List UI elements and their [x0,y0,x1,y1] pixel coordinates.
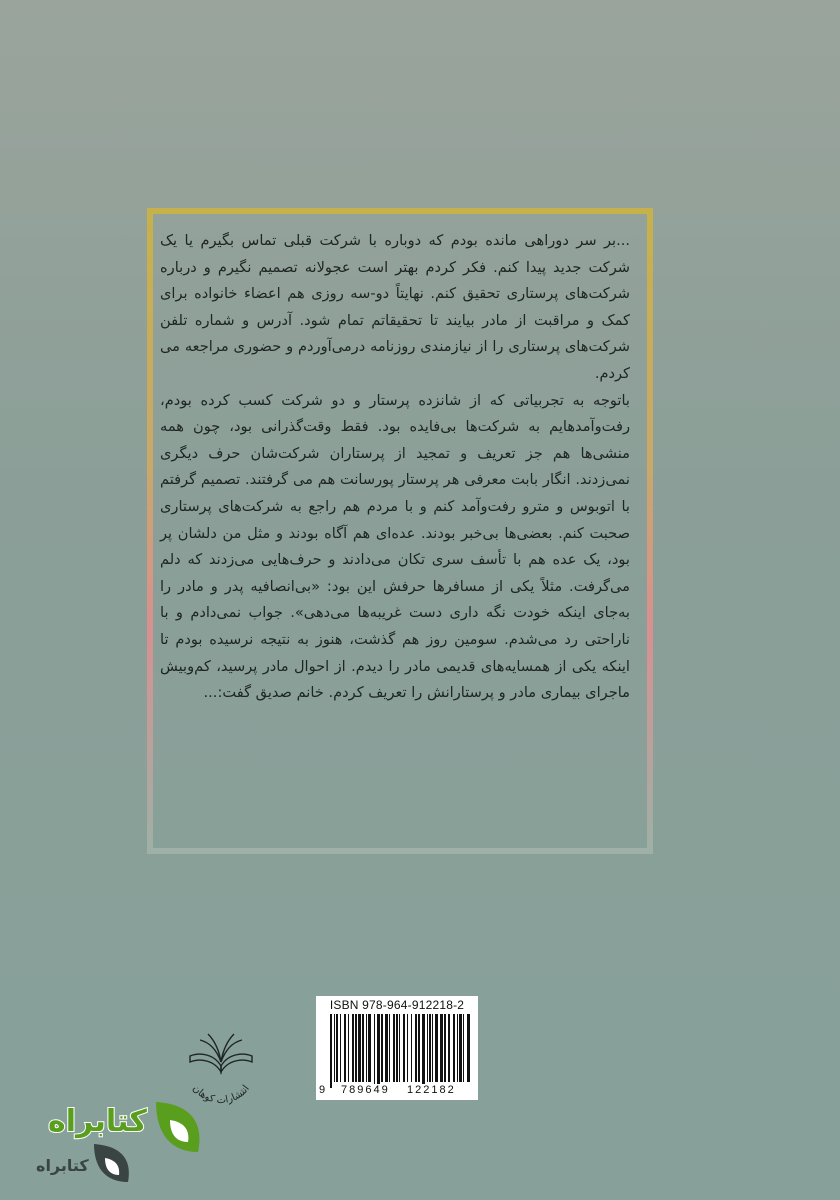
barcode-bar [403,1014,405,1082]
blurb-paragraph-2: باتوجه به تجربیاتی که از شانزده پرستار و دو شرکت کسب کرده بودم، رفت‌وآمدهایم به شرکت‌ها بی‌فایده بود. فقط وقت‌گذرانی بود، چون همه منشی‌ها هم جز تعریف و تمجید از پرستاران شرکت‌شان حرف دیگری نمی‌زدند. انگار بابت معرفی هر پرستار پورسانت هم می گرفتند. تصمیم گرفتم با اتوبوس و مترو رفت‌وآمد کنم و با مردم هم راجع به شرکت‌های پرستاری صحبت کنم. بعضی‌ها بی‌خبر بودند. عده‌ای هم آگاه بودند و مثل من دلشان پر بود، یک عده هم با تأسف سری تکان می‌دادند و حرف‌هایی می‌زدند که دلم می‌گرفت. مثلاً یکی از مسافرها حرفش این بود: «بی‌انصافیه پدر و مادر را به‌جای اینکه خودت نگه داری دست غریبه‌ها می‌دهی». جواب نمی‌دادم و با ناراحتی رد می‌شدم. سومین روز هم گذشت، هنوز به نتیجه نرسیده بودم تا اینکه یکی از همسایه‌های قدیمی مادر را دیدم. از احوال مادر پرسید، کم‌وبیش ماجرای بیماری مادر و پرستارانش را تعریف کردم. خانم صدیق گفت:... [160,391,630,702]
barcode-bar [377,1014,380,1088]
isbn-barcode [316,996,478,1100]
barcode-bar [368,1014,371,1082]
barcode-bar [459,1014,462,1082]
barcode-bar [396,1014,398,1082]
watermark-leaf-small-icon [86,1138,136,1188]
barcode-bar [415,1014,417,1082]
barcode-bar [435,1014,438,1082]
barcode-bar [336,1014,338,1082]
barcode-bar [366,1014,367,1082]
barcode-bar [463,1014,464,1082]
book-right-page-icon [221,1054,252,1072]
isbn-label: ISBN 978-964-912218-2 [329,998,465,1012]
barcode-bar [422,1014,425,1088]
barcode-bar [355,1014,357,1082]
barcode-digits [319,1084,472,1098]
barcode-digit-lead: 9 [319,1084,326,1096]
barcode-bar [429,1014,431,1082]
barcode-bar [427,1014,428,1082]
barcode-bar [457,1014,458,1082]
barcode-bar [432,1014,433,1082]
barcode-bar [348,1014,349,1082]
barcode-bar [374,1014,375,1088]
barcode-bar [352,1014,354,1082]
barcode-bar [407,1014,408,1082]
barcode-bar [411,1014,412,1082]
book-left-page-icon [190,1054,221,1072]
barcode-bar [444,1014,446,1082]
barcode-bar [358,1014,361,1082]
barcode-bar [330,1014,332,1088]
barcode-bar [344,1014,346,1082]
barcode-bar [399,1014,400,1082]
barcode-bar [334,1014,335,1082]
barcode-digit-group-2: 122182 [407,1084,456,1096]
watermark-leaf-large-icon [146,1094,212,1160]
barcode-bar [389,1014,390,1082]
publisher-name: انتشارات کوهان [190,1083,252,1107]
barcode-bar [467,1014,470,1082]
barcode-bar [362,1014,364,1082]
blurb-paragraph-1: ...بر سر دوراهی مانده بودم که دوباره با شرکت قبلی تماس بگیرم یا یک شرکت جدید پیدا کنم. فکر کردم بهتر است عجولانه تصمیم نگیرم و درباره شرکت‌های پرستاری تحقیق کنم. نهایتاً دو-سه روزی هم اعضاء خانواده برای کمک و مراقبت از مادر بیایند تا تحقیقاتم تمام شود. آدرس و شماره تلفن شرکت‌های پرستاری را از نیازمندی روزنامه درمی‌آوردم و حضوری مراجعه می کردم. [160,232,630,382]
barcode-bar [381,1014,383,1082]
barcode-bar [393,1014,395,1082]
barcode-bar [385,1014,388,1082]
blurb-text [160,228,630,707]
barcode-bar [340,1014,341,1082]
watermark-text-small: کتابراه [36,1156,89,1175]
watermark-text-large: کتابراه [48,1104,147,1139]
barcode-bar [418,1014,420,1082]
barcode-bars [322,1014,472,1088]
barcode-bar [440,1014,443,1082]
barcode-bar [453,1014,455,1082]
barcode-bar [448,1014,450,1082]
barcode-digit-group-1: 789649 [341,1084,390,1096]
